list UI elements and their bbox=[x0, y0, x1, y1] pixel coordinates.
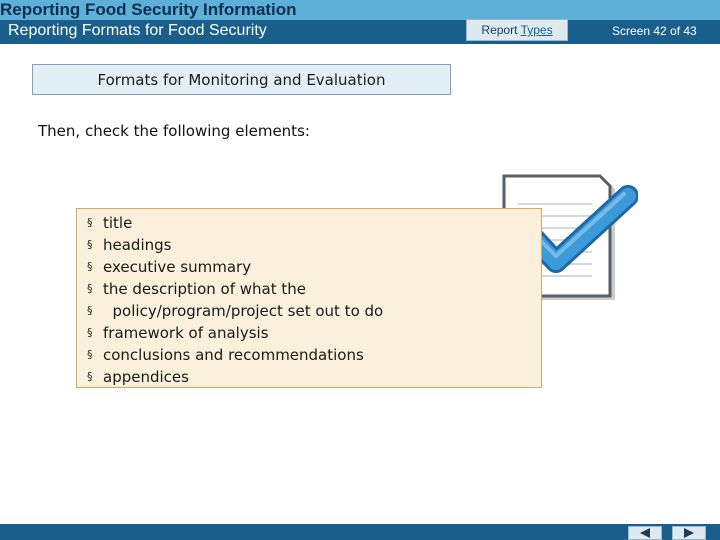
footer-bar bbox=[0, 524, 720, 540]
list-item-text: policy/program/project set out to do bbox=[103, 302, 384, 320]
list-item bbox=[77, 278, 541, 300]
next-arrow-icon bbox=[682, 528, 696, 538]
screen-counter: Screen 42 of 43 bbox=[612, 24, 697, 38]
list-item bbox=[77, 212, 541, 234]
checklist bbox=[77, 212, 541, 388]
bullet-icon: § bbox=[87, 282, 93, 295]
bullet-icon: § bbox=[87, 304, 93, 317]
list-item-text: appendices bbox=[103, 368, 189, 386]
prev-button[interactable] bbox=[628, 526, 662, 540]
report-types-button[interactable] bbox=[466, 19, 568, 41]
bullet-icon: § bbox=[87, 326, 93, 339]
report-types-prefix: Report bbox=[481, 23, 518, 37]
list-item-text: framework of analysis bbox=[103, 324, 269, 342]
list-item bbox=[77, 300, 541, 322]
intro-text: Then, check the following elements: bbox=[38, 122, 310, 140]
list-item-text: conclusions and recommendations bbox=[103, 346, 364, 364]
checklist-box bbox=[76, 208, 542, 388]
bullet-icon: § bbox=[87, 238, 93, 251]
list-item bbox=[77, 256, 541, 278]
list-item-text: headings bbox=[103, 236, 172, 254]
prev-arrow-icon bbox=[638, 528, 652, 538]
list-item bbox=[77, 366, 541, 388]
list-item-text: the description of what the bbox=[103, 280, 307, 298]
list-item bbox=[77, 234, 541, 256]
app-title: Reporting Food Security Information bbox=[0, 0, 297, 19]
list-item-text: title bbox=[103, 214, 133, 232]
list-item-text: executive summary bbox=[103, 258, 252, 276]
section-title: Formats for Monitoring and Evaluation bbox=[32, 64, 451, 95]
bullet-icon: § bbox=[87, 348, 93, 361]
bullet-icon: § bbox=[87, 260, 93, 273]
report-types-link[interactable]: Types bbox=[520, 23, 553, 37]
bullet-icon: § bbox=[87, 370, 93, 383]
list-item bbox=[77, 322, 541, 344]
page-subtitle: Reporting Formats for Food Security bbox=[8, 22, 267, 39]
header bbox=[0, 0, 720, 44]
next-button[interactable] bbox=[672, 526, 706, 540]
bullet-icon: § bbox=[87, 216, 93, 229]
list-item bbox=[77, 344, 541, 366]
